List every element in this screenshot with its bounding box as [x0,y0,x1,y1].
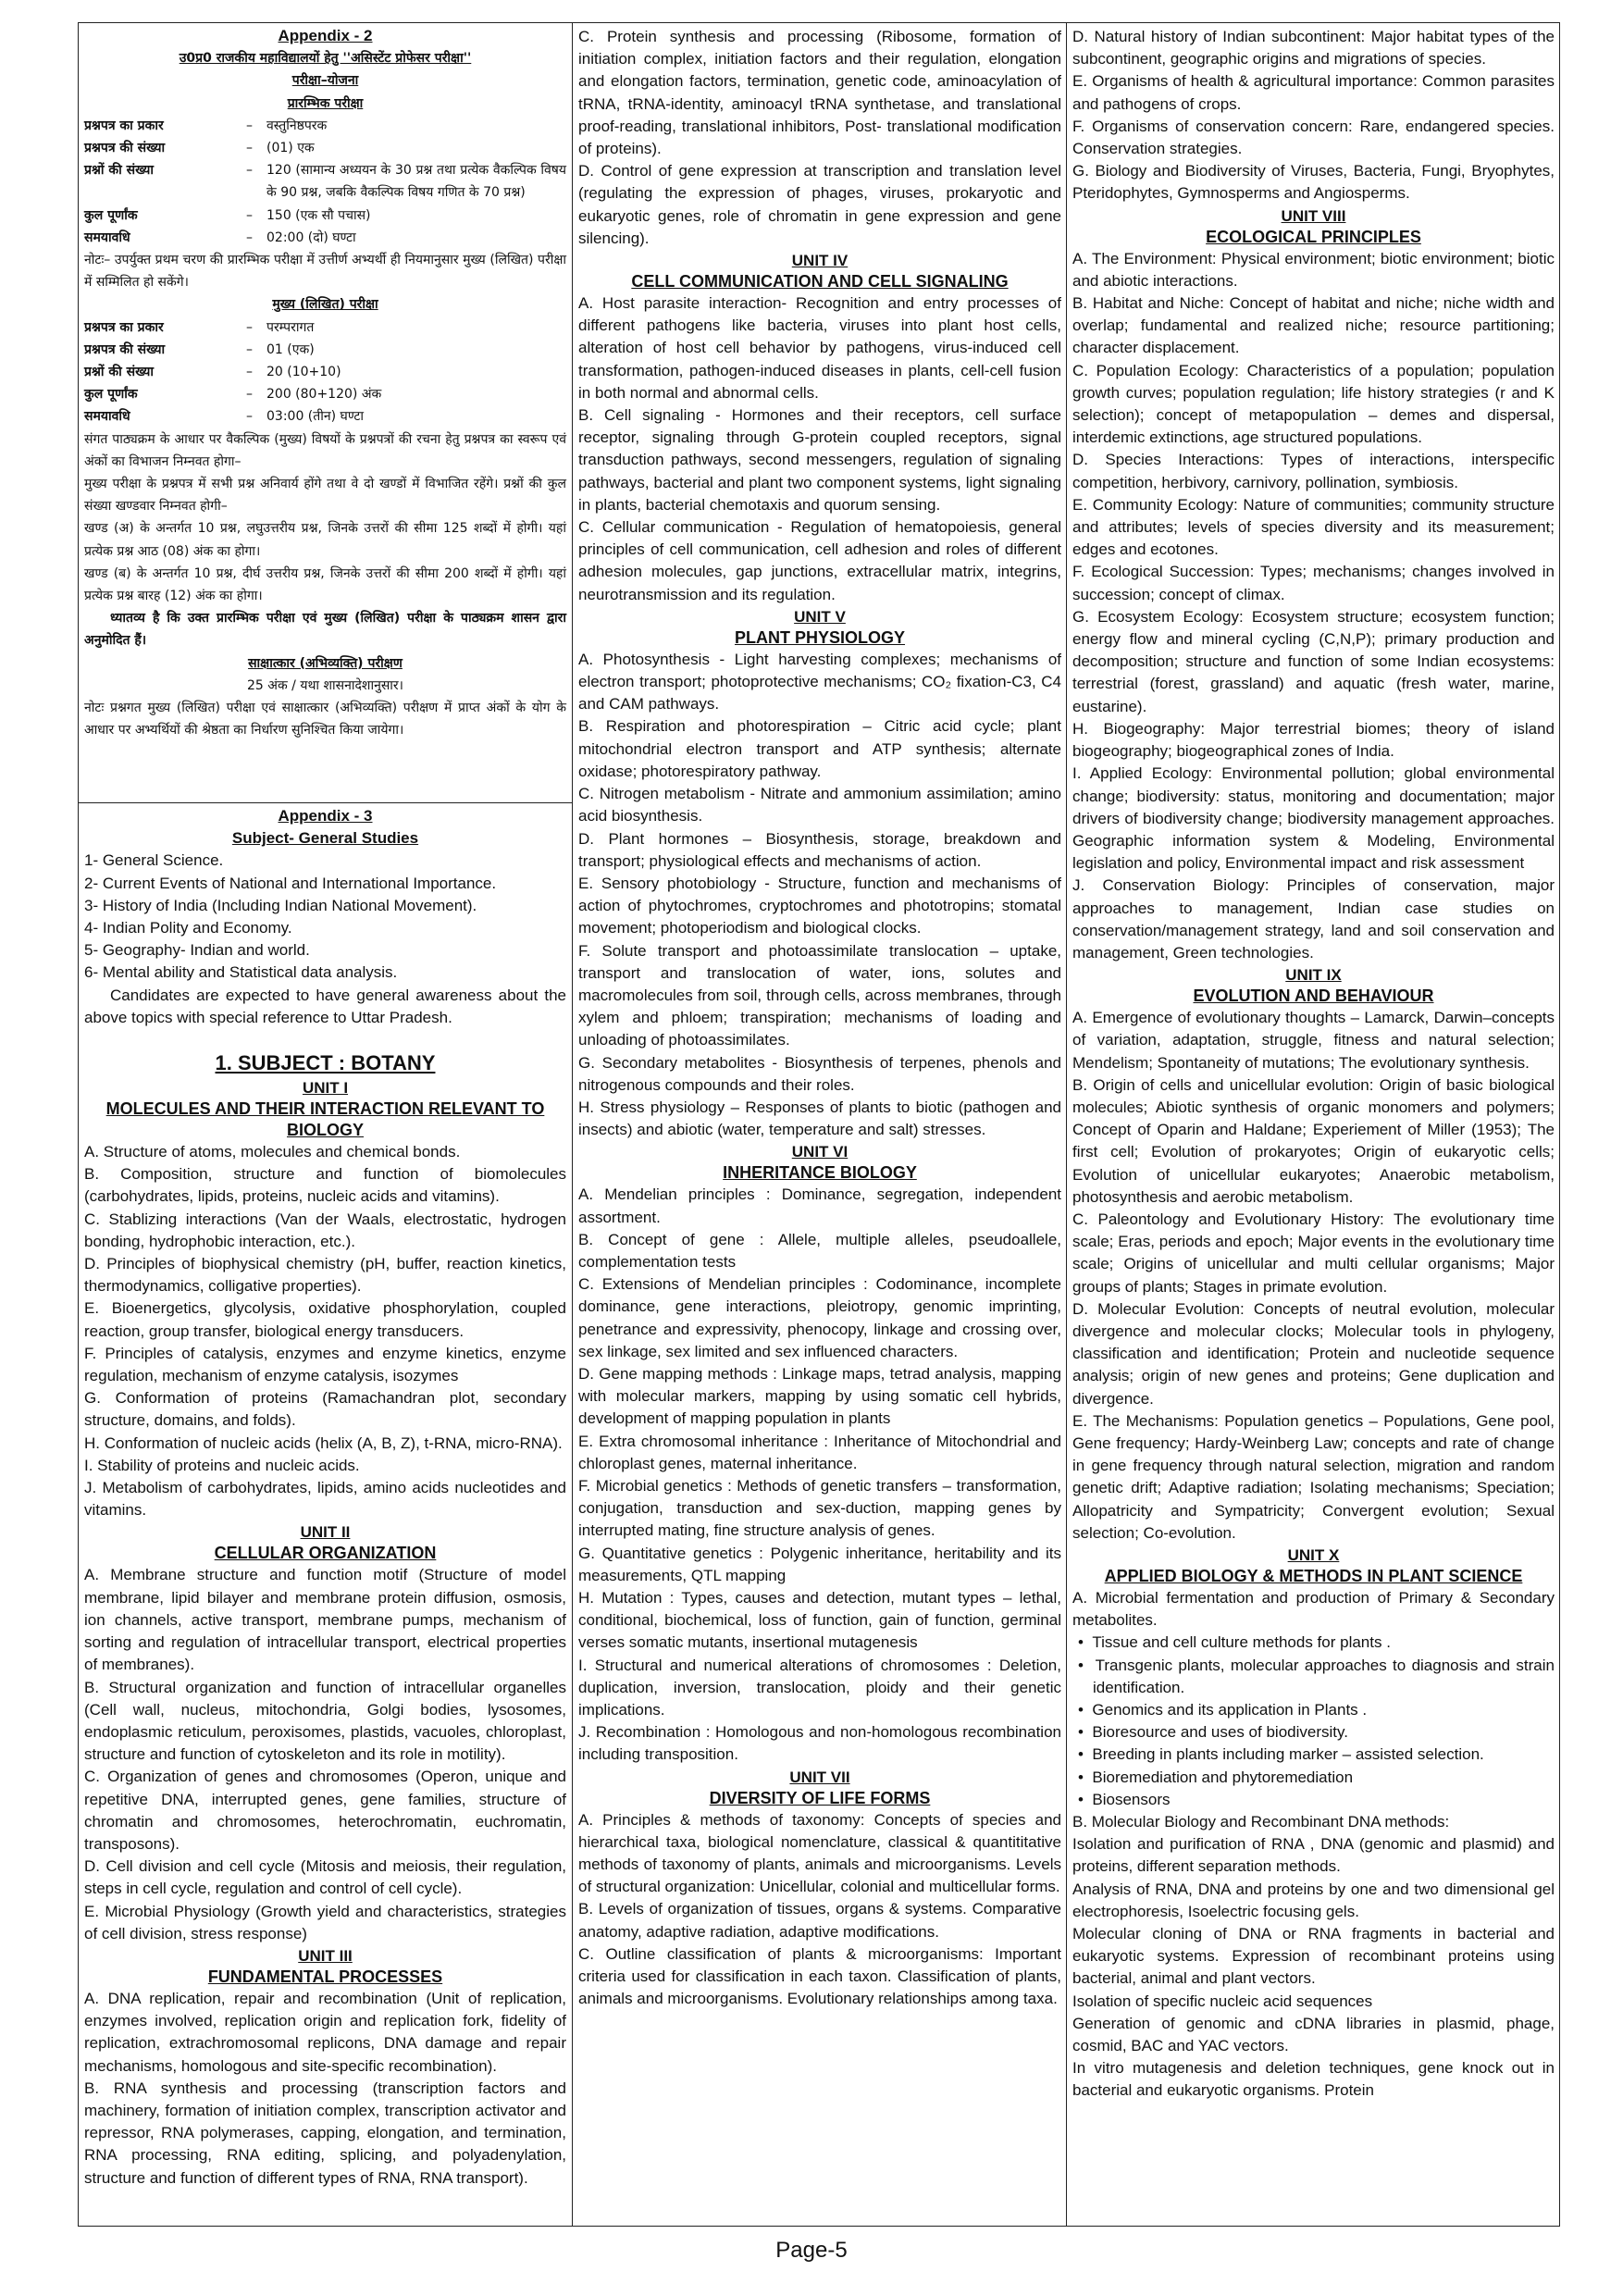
list-item: A. Structure of atoms, molecules and chemical bonds. [84,1143,461,1161]
table-row [84,137,566,159]
list-item: B. Origin of cells and unicellular evolution: Origin of basic biological molecules; Abiotic synthesis of organic monomers and polymers; Concept of Oparin and Haldane; Experiement of Miller (1953); The first cell; Evolution of prokaryotes; Origin of eukaryotic cells; Evolution of unicellular eukaryotes; Anaerobic metabolism, photosynthesis and aerobic metabolism. [1072,1075,1555,1206]
list-item: 2- Current Events of National and International Importance. [84,874,497,892]
bullet-text: Transgenic plants, molecular approaches to diagnosis and strain identification. [1093,1656,1555,1696]
list-item: A. Membrane structure and function motif (Structure of model membrane, lipid bilayer and membrane protein diffusion, osmosis, ion channels, active transport, membrane pumps, mechanism of sorting and regulation of intracellular transport, electrical properties of membranes). [84,1566,566,1674]
row-value: वस्तुनिष्ठपरक [266,118,328,133]
unit-8-list [1072,248,1555,965]
list-item: 1- General Science. [84,851,224,870]
page-number: Page-5 [775,2238,848,2263]
prelim-title: प्रारम्भिक परीक्षा [287,95,364,111]
row-value: 03:00 (तीन) घण्टा [266,409,364,425]
table-row [84,339,566,361]
list-item: Analysis of RNA, DNA and proteins by one and two dimensional gel electrophoresis, Isoelectric focusing gels. [1072,1880,1555,1920]
list-item: E. Microbial Physiology (Growth yield and characteristics, strategies of cell division, stress response) [84,1902,566,1942]
list-item: E. The Mechanisms: Population genetics – Populations, Gene pool, Gene frequency; Hardy-Weinberg Law; concepts and rate of change in gene frequency through natural selection, migration and random genetic drift; Adaptive radiation; Isolating mechanisms; Speciation; Allopatricity and Sympatricity; Convergent evolution; Sexual selection; Co-evolution. [1072,1411,1555,1542]
list-item: A. The Environment: Physical environment; biotic environment; biotic and abiotic interactions. [1072,249,1555,290]
unit-7-list-part-1 [578,1809,1061,2011]
list-item: A. Mendelian principles : Dominance, segregation, independent assortment. [578,1185,1061,1226]
list-item: D. Molecular Evolution: Concepts of neutral evolution, molecular divergence and molecular clocks; Molecular tools in phylogeny, classification and identification; Protein and nucleotide sequence analysis; origin of new genes and proteins; Gene duplication and divergence. [1072,1299,1555,1408]
row-dash: – [246,365,253,380]
list-item: C. Protein synthesis and processing (Ribosome, formation of initiation complex, initiation factors and their regulation, elongation and elongation factors, termination, genetic code, aminoacylation of tRNA, tRNA-identity, aminoacyl tRNA synthetase, and translational proof-reading, translational inhibitors, Post- translational modification of proteins). [578,28,1061,158]
list-item: D. Plant hormones – Biosynthesis, storage, breakdown and transport; physiological effects and mechanisms of action. [578,829,1061,870]
unit-4-title: CELL COMMUNICATION AND CELL SIGNALING [631,272,1009,292]
bullet-icon: • [1078,1656,1096,1674]
row-dash: – [246,230,253,245]
para-sections: मुख्य परीक्षा के प्रश्नपत्र में सभी प्रश्न अनिवार्य होंगे तथा वे दो खण्डों में विभाजित रहेंगे। प्रश्नों की कुल संख्या खण्डवार निम्नवत होगी– [84,477,566,515]
unit-7-list-part-2 [1072,26,1555,205]
list-item: G. Secondary metabolites - Biosynthesis of terpenes, phenols and nitrogenous compounds and their roles. [578,1053,1061,1094]
bullet-icon: • [1078,1723,1093,1742]
bullet-item [1072,1655,1555,1699]
list-item: B. Cell signaling - Hormones and their receptors, cell surface receptor, signaling through G-protein coupled receptors, signal transduction pathways, second messengers, regulation of signaling pathways, bacterial and plant two component systems, light signaling in plants, bacterial chemotaxis and quorum sensing. [578,406,1061,514]
row-dash: – [246,163,253,179]
unit-3-list-part-1 [84,1988,566,2190]
list-item: J. Conservation Biology: Principles of conservation, major approaches to management, Indian case studies on conservation/management strategy, land and soil conservation and management, Green technologies. [1072,876,1555,962]
list-item: F. Solute transport and photoassimilate translocation – uptake, transport and translocation of water, ions, solutes and macromolecules from soil, through cells, across membranes, through xylem and phloem; transpiration; mechanisms of loading and unloading of photoassimilates. [578,941,1061,1049]
unit-10-list [1072,1811,1555,2103]
list-item: C. Extensions of Mendelian principles : Codominance, incomplete dominance, gene interactions, pleiotropy, genomic imprinting, penetrance and expressivity, phenocopy, linkage and crossing over, sex linkage, sex limited and sex influenced characters. [578,1275,1061,1360]
unit-4-label: UNIT IV [791,252,849,270]
list-item: G. Ecosystem Ecology: Ecosystem structure; ecosystem function; energy flow and mineral cycling (C,N,P); primary production and decomposition; structure and function of some Indian ecosystems: terrestrial (forest, grassland) and aquatic (fresh water, marine, eustarine). [1072,607,1555,715]
list-item: C. Population Ecology: Characteristics of a population; population growth curves; population regulation; life history strategies (r and K selection); concept of metapopulation – demes and dispersal, interdemic extinctions, age structured populations. [1072,361,1555,447]
list-item: H. Mutation : Types, causes and detection, mutant types – lethal, conditional, biochemical, loss of function, gain of function, germinal verses somatic mutants, insertional mutagenesis [578,1589,1061,1652]
list-item: B. Molecular Biology and Recombinant DNA methods: [1072,1813,1450,1831]
row-value: 01 (एक) [266,341,315,357]
para-pattern: संगत पाठ्यक्रम के आधार पर वैकल्पिक (मुख्य) विषयों के प्रश्नपत्रों की रचना हेतु प्रश्नपत्र का स्वरूप एवं अंकों का विभाजन निम्नवत होगा– [84,431,566,469]
unit-6-list [578,1184,1061,1766]
final-note: नोटः प्रश्नगत मुख्य (लिखित) परीक्षा एवं साक्षात्कार (अभिव्यक्ति) परीक्षण में प्राप्त अंकों के योग के आधार पर अभ्यर्थियों की श्रेष्ठता का निर्धारण सुनिश्चित किया जायेगा। [84,701,566,738]
bullet-icon: • [1078,1768,1093,1786]
bullet-text: Tissue and cell culture methods for plants . [1092,1633,1391,1652]
unit-10-bullets [1072,1632,1555,1811]
unit-8-label: UNIT VIII [1281,206,1346,225]
row-dash: – [246,387,253,403]
interview-marks: 25 अंक / यथा शासनादेशानुसार। [247,677,403,693]
list-item: G. Quantitative genetics : Polygenic inheritance, heritability and its measurements, QTL mapping [578,1544,1061,1584]
unit-6-title: INHERITANCE BIOLOGY [723,1163,917,1183]
row-dash: – [246,118,253,133]
row-label: प्रश्नपत्र की संख्या [84,141,166,156]
row-value: 150 (एक सौ पचास) [266,207,371,223]
list-item: E. Bioenergetics, glycolysis, oxidative phosphorylation, coupled reaction, group transfer, biological energy transducers. [84,1299,566,1340]
list-item: B. Habitat and Niche: Concept of habitat and niche; niche width and overlap; fundamental and realized niche; resource partitioning; character displacement. [1072,294,1555,357]
unit-9-list [1072,1007,1555,1545]
unit-6-label: UNIT VI [791,1143,849,1161]
list-item: C. Nitrogen metabolism - Nitrate and ammonium assimilation; amino acid biosynthesis. [578,785,1061,825]
table-row [84,159,566,204]
list-item: G. Conformation of proteins (Ramachandran plot, secondary structure, domains, and folds). [84,1389,566,1430]
bullet-text: Bioremediation and phytoremediation [1092,1768,1354,1786]
unit-1-label: UNIT I [302,1079,349,1098]
appendix-2-heading: उ0प्र0 राजकीय महाविद्यालयों हेतु ''असिस्टेंट प्रोफेसर परीक्षा'' [179,51,472,67]
unit-5-list [578,649,1061,1141]
row-label: प्रश्नपत्र का प्रकार [84,118,164,133]
list-item: 4- Indian Polity and Economy. [84,919,292,937]
table-row [84,405,566,428]
row-dash: – [246,207,253,223]
unit-3-label: UNIT III [298,1946,353,1965]
table-row [84,115,566,137]
unit-2-list [84,1564,566,1944]
unit-3-title: FUNDAMENTAL PROCESSES [207,1967,443,1986]
list-item: A. Photosynthesis - Light harvesting complexes; mechanisms of electron transport; photoprotective mechanisms; CO₂ fixation-C3, C4 and CAM pathways. [578,650,1061,714]
row-value: 02:00 (दो) घण्टा [266,230,356,245]
row-value: (01) एक [266,141,315,156]
table-row [84,205,566,227]
list-item: C. Stablizing interactions (Van der Waals, electrostatic, hydrogen bonding, hydrophobic interaction, etc.). [84,1210,566,1250]
unit-9-title: EVOLUTION AND BEHAVIOUR [1193,987,1434,1006]
table-row [84,316,566,339]
list-item: F. Organisms of conservation concern: Rare, endangered species. Conservation strategies. [1072,117,1555,158]
column-1 [79,23,573,2226]
row-label: प्रश्नपत्र का प्रकार [84,319,164,335]
bullet-text: Biosensors [1092,1790,1171,1808]
list-item: A. DNA replication, repair and recombination (Unit of replication, enzymes involved, replication origin and replication fork, fidelity of replication, extrachromosomal replicons, DNA damage and repair mechanisms, homologous and site-specific recombination). [84,1989,566,2075]
unit-3-list-part-2 [578,26,1061,250]
unit-10-label: UNIT X [1287,1546,1340,1564]
unit-5-label: UNIT V [794,607,846,626]
bullet-text: Breeding in plants including marker – assisted selection. [1092,1745,1484,1764]
list-item: I. Applied Ecology: Environmental pollution; global environmental change; biodiversity: status, monitoring and documentation; major drivers of biodiversity change; biodiversity management approaches. Geographic information system & Modeling, Environmental legislation and policy, Environmental impact and risk assessment [1072,764,1555,873]
main-exam-table [84,316,566,428]
list-item: B. Respiration and photorespiration – Citric acid cycle; plant mitochondrial electron transport and ATP synthesis; alternate oxidase; photorespiratory pathway. [578,717,1061,780]
row-dash: – [246,319,253,335]
list-item: D. Natural history of Indian subcontinent: Major habitat types of the subcontinent, geographic origins and migrations of species. [1072,28,1555,68]
list-item: D. Species Interactions: Types of interactions, interspecific competition, herbivory, carnivory, pollination, symbiosis. [1072,451,1555,491]
list-item: H. Biogeography: Major terrestrial biomes; theory of island biogeography; biogeographical zones of India. [1072,719,1555,761]
row-dash: – [246,341,253,357]
page-frame [78,22,1560,2227]
list-item: H. Conformation of nucleic acids (helix (A, B, Z), t-RNA, micro-RNA). [84,1433,563,1452]
unit-9-label: UNIT IX [1285,966,1342,985]
row-label: समयावधि [84,409,130,425]
list-item: D. Control of gene expression at transcription and translation level (regulating the expression of phages, viruses, prokaryotic and eukaryotic genes, role of chromatin in gene expression and gene silencing). [578,162,1061,247]
list-item: E. Community Ecology: Nature of communities; community structure and attributes; levels of species diversity and its measurement; edges and ecotones. [1072,495,1555,559]
general-studies-list [84,850,566,984]
para-section-b: खण्ड (ब) के अन्तर्गत 10 प्रश्न, दीर्घ उत्तरीय प्रश्न, जिनके उत्तरों की सीमा 200 शब्दों में होगी। यहां प्रत्येक प्रश्न बारह (12) अंक का होगा। [84,565,566,604]
unit-2-label: UNIT II [300,1523,351,1542]
table-row [84,361,566,383]
row-value: 120 (सामान्य अध्ययन के 30 प्रश्न तथा प्रत्येक वैकल्पिक विषय के 90 प्रश्न, जबकि वैकल्पिक विषय गणित के 70 प्रश्न) [266,163,566,201]
row-value: 20 (10+10) [266,365,341,380]
bullet-item [1072,1699,1555,1721]
unit-4-list [578,292,1061,606]
list-item: E. Organisms of health & agricultural importance: Common parasites and pathogens of crops. [1072,72,1555,113]
row-label: समयावधि [84,230,130,245]
list-item: 3- History of India (Including Indian National Movement). [84,896,477,914]
column-3 [1067,23,1559,2226]
bullet-item [1072,1744,1555,1766]
list-item: I. Stability of proteins and nucleic acids. [84,1456,360,1474]
para-approved: ध्यातव्य है कि उक्त प्रारम्भिक परीक्षा एवं मुख्य (लिखित) परीक्षा के पाठ्यक्रम शासन द्वारा अनुमोदित हैं। [84,611,566,649]
table-row [84,227,566,249]
list-item: Isolation and purification of RNA , DNA (genomic and plasmid) and proteins, different separation methods. [1072,1835,1555,1876]
bullet-item [1072,1721,1555,1744]
row-label: प्रश्नों की संख्या [84,163,155,179]
row-label: कुल पूर्णांक [84,387,138,403]
general-studies-note: Candidates are expected to have general awareness about the above topics with special reference to Uttar Pradesh. [84,986,566,1026]
row-label: प्रश्नों की संख्या [84,365,155,380]
prelim-note: नोटः– उपर्युक्त प्रथम चरण की प्रारम्भिक परीक्षा में उत्तीर्ण अभ्यर्थी ही नियमानुसार मुख्य (लिखित) परीक्षा में सम्मिलित हो सकेंगे। [84,253,566,291]
appendix-3-title: Appendix - 3 [278,807,373,825]
list-item: B. Composition, structure and function of biomolecules (carbohydrates, lipids, proteins, nucleic acids and vitamins). [84,1165,566,1206]
list-item: B. RNA synthesis and processing (transcription factors and machinery, formation of initiation complex, transcription activator and repressor, RNA polymerases, capping, elongation, and termination, RNA processing, RNA editing, splicing, and polyadenylation, structure and function of different types of RNA, RNA transport). [84,2079,566,2187]
list-item: Isolation of specific nucleic acid sequences [1072,1992,1373,2010]
list-item: J. Metabolism of carbohydrates, lipids, amino acids nucleotides and vitamins. [84,1479,566,1520]
list-item: B. Levels of organization of tissues, organs & systems. Comparative anatomy, adaptive radiation, adaptive modifications. [578,1900,1061,1941]
bullet-text: Bioresource and uses of biodiversity. [1092,1723,1348,1742]
list-item: In vitro mutagenesis and deletion techniques, gene knock out in bacterial and eukaryotic organisms. Protein [1072,2059,1555,2100]
table-row [84,383,566,405]
exam-scheme-title: परीक्षा–योजना [291,73,359,89]
list-item: Molecular cloning of DNA or RNA fragments in bacterial and eukaryotic systems. Expression of recombinant proteins using bacterial, animal and plant vectors. [1072,1925,1555,1988]
interview-title: साक्षात्कार (अभिव्यक्ति) परीक्षण [248,655,403,671]
list-item: 6- Mental ability and Statistical data analysis. [84,963,398,982]
column-2 [573,23,1067,2226]
unit-7-title: DIVERSITY OF LIFE FORMS [709,1788,931,1807]
list-item: D. Principles of biophysical chemistry (pH, buffer, reaction kinetics, thermodynamics, colligative properties). [84,1255,566,1296]
unit-10-intro: A. Microbial fermentation and production of Primary & Secondary metabolites. [1072,1589,1555,1630]
list-item: D. Gene mapping methods : Linkage maps, tetrad analysis, mapping with molecular markers, mapping by using somatic cell hybrids, development of mapping population in plants [578,1364,1061,1428]
appendix-2-box [79,23,572,803]
list-item: H. Stress physiology – Responses of plants to biotic (pathogen and insects) and abiotic (water, temperature and salt) stresses. [578,1098,1061,1139]
list-item: A. Principles & methods of taxonomy: Concepts of species and hierarchical taxa, biological nomenclature, classical & quantititative methods of taxonomy of plants, animals and microorganisms. Levels of structural organization: Unicellular, colonial and multicellular forms. [578,1810,1061,1896]
list-item: C. Cellular communication - Regulation of hematopoiesis, general principles of cell communication, cell adhesion and roles of different adhesion molecules, gap junctions, extracellular matrix, integrins, neurotransmission and its regulation. [578,518,1061,603]
appendix-3-box [79,803,572,2193]
main-exam-title: मुख्य (लिखित) परीक्षा [272,297,378,313]
list-item: F. Ecological Succession: Types; mechanisms; changes involved in succession; concept of climax. [1072,563,1555,603]
list-item: C. Organization of genes and chromosomes (Operon, unique and repetitive DNA, interrupted genes, gene families, structure of chromatin and chromosomes, heterochromatin, euchromatin, transposons). [84,1768,566,1853]
botany-title: 1. SUBJECT : BOTANY [215,1051,436,1075]
list-item: B. Concept of gene : Allele, multiple alleles, pseudoallele, complementation tests [578,1230,1061,1271]
bullet-text: Genomics and its application in Plants . [1092,1701,1368,1719]
list-item: C. Outline classification of plants & microorganisms: Important criteria used for classification in each taxon. Classification of plants, animals and microorganisms. Evolutionary relationships among taxa. [578,1944,1061,2008]
prelim-table [84,115,566,249]
unit-8-title: ECOLOGICAL PRINCIPLES [1206,227,1421,246]
unit-10-title: APPLIED BIOLOGY & METHODS IN PLANT SCIENCE [1104,1567,1523,1585]
bullet-item [1072,1632,1555,1654]
list-item: C. Paleontology and Evolutionary History: The evolutionary time scale; Eras, periods and epoch; Major events in the evolutionary time scale; Origins of unicellular and multi cellular organisms; Major groups of plants; Stages in primate evolution. [1072,1210,1555,1296]
list-item: E. Extra chromosomal inheritance : Inheritance of Mitochondrial and chloroplast genes, maternal inheritance. [578,1432,1061,1472]
bullet-icon: • [1078,1790,1093,1808]
list-item: F. Principles of catalysis, enzymes and enzyme kinetics, enzyme regulation, mechanism of enzyme catalysis, isozymes [84,1344,566,1385]
unit-5-title: PLANT PHYSIOLOGY [734,627,906,647]
bullet-icon: • [1078,1745,1093,1764]
list-item: I. Structural and numerical alterations of chromosomes : Deletion, duplication, inversion, translocation, ploidy and their genetic implications. [578,1656,1061,1719]
row-dash: – [246,141,253,156]
list-item: E. Sensory photobiology - Structure, function and mechanisms of action of phytochromes, cryptochromes and phototropins; stomatal movement; photoperiodism and biological clocks. [578,874,1061,937]
row-value: परम्परागत [266,319,315,335]
list-item: D. Cell division and cell cycle (Mitosis and meiosis, their regulation, steps in cell cycle, regulation and control of cell cycle). [84,1857,566,1898]
list-item: A. Host parasite interaction- Recognition and entry processes of different pathogens like bacteria, viruses into plant host cells, alteration of host cell behavior by pathogens, virus-induced cell transformation, pathogen-induced diseases in plants, cell-cell fusion in both normal and abnormal cells. [578,294,1061,402]
unit-7-label: UNIT VII [789,1768,850,1786]
appendix-2-title: Appendix - 2 [278,27,373,44]
row-label: प्रश्नपत्र की संख्या [84,341,166,357]
unit-1-list [84,1141,566,1521]
unit-2-title: CELLULAR ORGANIZATION [214,1544,437,1563]
bullet-item [1072,1767,1555,1789]
row-dash: – [246,409,253,425]
list-item: F. Microbial genetics : Methods of genetic transfers – transformation, conjugation, transduction and sex-duction, mapping genes by interrupted mating, fine structure analysis of genes. [578,1476,1061,1540]
list-item: Generation of genomic and cDNA libraries in plasmid, phage, cosmid, BAC and YAC vectors. [1072,2014,1555,2055]
bullet-icon: • [1078,1701,1093,1719]
para-section-a: खण्ड (अ) के अन्तर्गत 10 प्रश्न, लघुउत्तरीय प्रश्न, जिनके उत्तरों की सीमा 125 शब्दों में होगी। यहां प्रत्येक प्रश्न आठ (08) अंक का होगा। [84,521,566,559]
list-item: G. Biology and Biodiversity of Viruses, Bacteria, Fungi, Bryophytes, Pteridophytes, Gymnosperms and Angiosperms. [1072,162,1555,203]
list-item: 5- Geography- Indian and world. [84,941,310,960]
list-item: J. Recombination : Homologous and non-homologous recombination including transposition. [578,1723,1061,1764]
unit-1-title: MOLECULES AND THEIR INTERACTION RELEVANT TO BIOLOGY [105,1099,545,1140]
bullet-item [1072,1789,1555,1811]
bullet-icon: • [1078,1633,1093,1652]
list-item: B. Structural organization and function of intracellular organelles (Cell wall, nucleus, mitochondria, Golgi bodies, lysosomes, endoplasmic reticulum, peroxisomes, plastids, vacuoles, chloroplast, structure and function of cytoskeleton and its role in motility). [84,1678,566,1764]
row-label: कुल पूर्णांक [84,207,138,223]
row-value: 200 (80+120) अंक [266,387,382,403]
appendix-3-subject: Subject- General Studies [231,829,419,848]
list-item: A. Emergence of evolutionary thoughts – Lamarck, Darwin–concepts of variation, adaptation, struggle, fitness and natural selection; Mendelism; Spontaneity of mutations; The evolutionary synthesis. [1072,1009,1555,1072]
